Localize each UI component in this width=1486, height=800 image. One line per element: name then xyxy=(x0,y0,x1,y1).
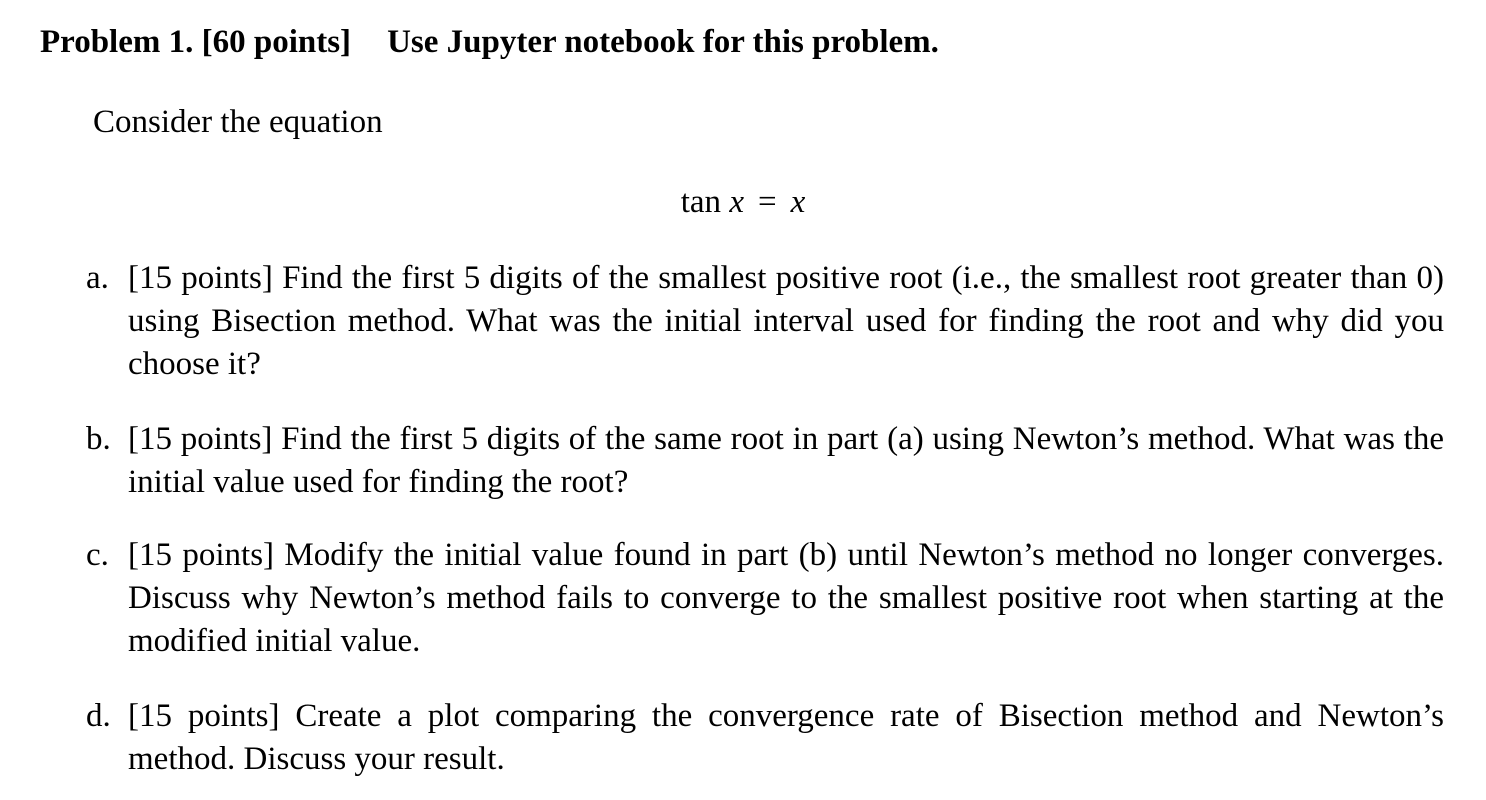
part-c xyxy=(86,534,1444,663)
part-a-letter: a. xyxy=(86,260,109,296)
part-c-letter: c. xyxy=(86,537,109,573)
part-b-text: [15 points] Find the first 5 digits of the same root in part (a) using Newton’s method. What was the initial value used for finding the root? xyxy=(128,421,1444,500)
part-d xyxy=(86,695,1444,781)
part-d-letter: d. xyxy=(86,698,111,734)
equation-function: tan xyxy=(680,184,722,220)
equation-variable-left: x xyxy=(729,184,744,220)
problem-title: Problem 1. [60 points] xyxy=(40,24,352,60)
part-a xyxy=(86,257,1444,386)
problem-instruction: Use Jupyter notebook for this problem. xyxy=(387,24,939,60)
equation-equals: = xyxy=(757,184,777,220)
part-d-text: [15 points] Create a plot comparing the convergence rate of Bisection method and Newton’s method. Discuss your result. xyxy=(128,698,1444,777)
intro-text: Consider the equation xyxy=(93,104,383,140)
part-b xyxy=(86,418,1444,504)
equation xyxy=(0,180,1486,224)
part-a-text: [15 points] Find the first 5 digits of the smallest positive root (i.e., the smallest root greater than 0) using Bisection method. What was the initial interval used for finding the root and why did you choose it? xyxy=(128,260,1444,382)
part-c-text: [15 points] Modify the initial value found in part (b) until Newton’s method no longer converges. Discuss why Newton’s method fails to converge to the smallest positive root when starting at the modified initial value. xyxy=(128,537,1444,659)
part-b-letter: b. xyxy=(86,421,111,457)
equation-variable-right: x xyxy=(790,184,806,220)
problem-heading xyxy=(40,20,939,64)
